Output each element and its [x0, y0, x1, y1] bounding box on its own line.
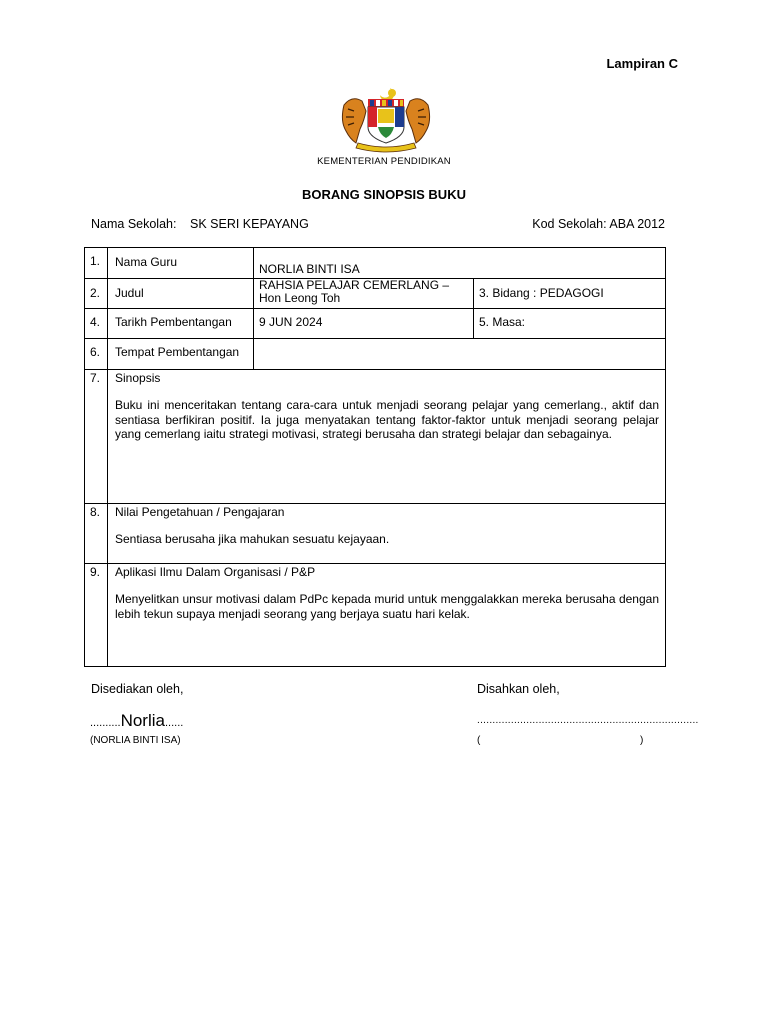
dots-right: ...... [164, 717, 184, 729]
table-row [85, 248, 666, 279]
row-number: 6. [85, 339, 108, 370]
application-text: Menyelitkan unsur motivasi dalam PdPc kepada murid untuk menggalakkan mereka berusaha dengan lebih tekun supaya menjadi seorang yang berjaya suatu hari kelak. [115, 592, 659, 621]
row-number: 9. [85, 564, 108, 667]
synopsis-label: Sinopsis [115, 371, 161, 385]
application-label: Aplikasi Ilmu Dalam Organisasi / P&P [115, 565, 316, 579]
table-row [85, 370, 666, 504]
table-row [85, 564, 666, 667]
table-row [85, 309, 666, 339]
school-name-value: SK SERI KEPAYANG [190, 217, 309, 231]
prepared-by-label: Disediakan oleh, [91, 682, 184, 696]
prepared-signature-line [90, 711, 183, 731]
table-row [85, 339, 666, 370]
appendix-label: Lampiran C [606, 56, 678, 71]
field-value: 3. Bidang : PEDAGOGI [474, 279, 666, 309]
approved-name-close: ) [640, 735, 644, 746]
signature-text: Norlia [120, 711, 165, 730]
school-code: Kod Sekolah: ABA 2012 [532, 217, 665, 231]
values-text: Sentiasa berusaha jika mahukan sesuatu kejayaan. [115, 532, 390, 546]
application-cell [108, 564, 666, 667]
title-label: Judul [108, 279, 254, 309]
book-title-line: RAHSIA PELAJAR CEMERLANG – [259, 278, 450, 292]
book-author-line: Hon Leong Toh [259, 291, 341, 305]
approved-name-open: ( [477, 735, 481, 746]
row-number: 4. [85, 309, 108, 339]
prepared-name: (NORLIA BINTI ISA) [90, 735, 181, 746]
approved-signature-line: ........................................................................ [477, 715, 699, 726]
row-number: 7. [85, 370, 108, 504]
values-cell [108, 504, 666, 564]
form-title: BORANG SINOPSIS BUKU [302, 187, 466, 202]
presentation-venue-label: Tempat Pembentangan [108, 339, 254, 370]
presentation-date-label: Tarikh Pembentangan [108, 309, 254, 339]
dots-left: .......... [90, 717, 121, 729]
row-number: 2. [85, 279, 108, 309]
time-field: 5. Masa: [474, 309, 666, 339]
ministry-name: KEMENTERIAN PENDIDIKAN [317, 156, 451, 167]
presentation-venue-value [254, 339, 666, 370]
row-number: 1. [85, 248, 108, 279]
table-row [85, 279, 666, 309]
synopsis-cell [108, 370, 666, 504]
teacher-name-value: NORLIA BINTI ISA [254, 248, 666, 279]
table-row [85, 504, 666, 564]
row-number: 8. [85, 504, 108, 564]
approved-by-label: Disahkan oleh, [477, 682, 560, 696]
teacher-name-label: Nama Guru [108, 248, 254, 279]
synopsis-form-table [84, 247, 666, 667]
school-name-label: Nama Sekolah: [91, 217, 177, 231]
presentation-date-value: 9 JUN 2024 [254, 309, 474, 339]
coat-of-arms-logo [334, 85, 438, 153]
book-title-value [254, 279, 474, 309]
values-label: Nilai Pengetahuan / Pengajaran [115, 505, 285, 519]
synopsis-text: Buku ini menceritakan tentang cara-cara untuk menjadi seorang pelajar yang cemerlang., aktif dan sentiasa berfikiran positif. Ia juga menyatakan tentang faktor-faktor untuk menjadi seorang pelajar yang cemerlang iaitu strategi motivasi, strategi berusaha dan strategi belajar dan sebagainya. [115, 398, 659, 441]
